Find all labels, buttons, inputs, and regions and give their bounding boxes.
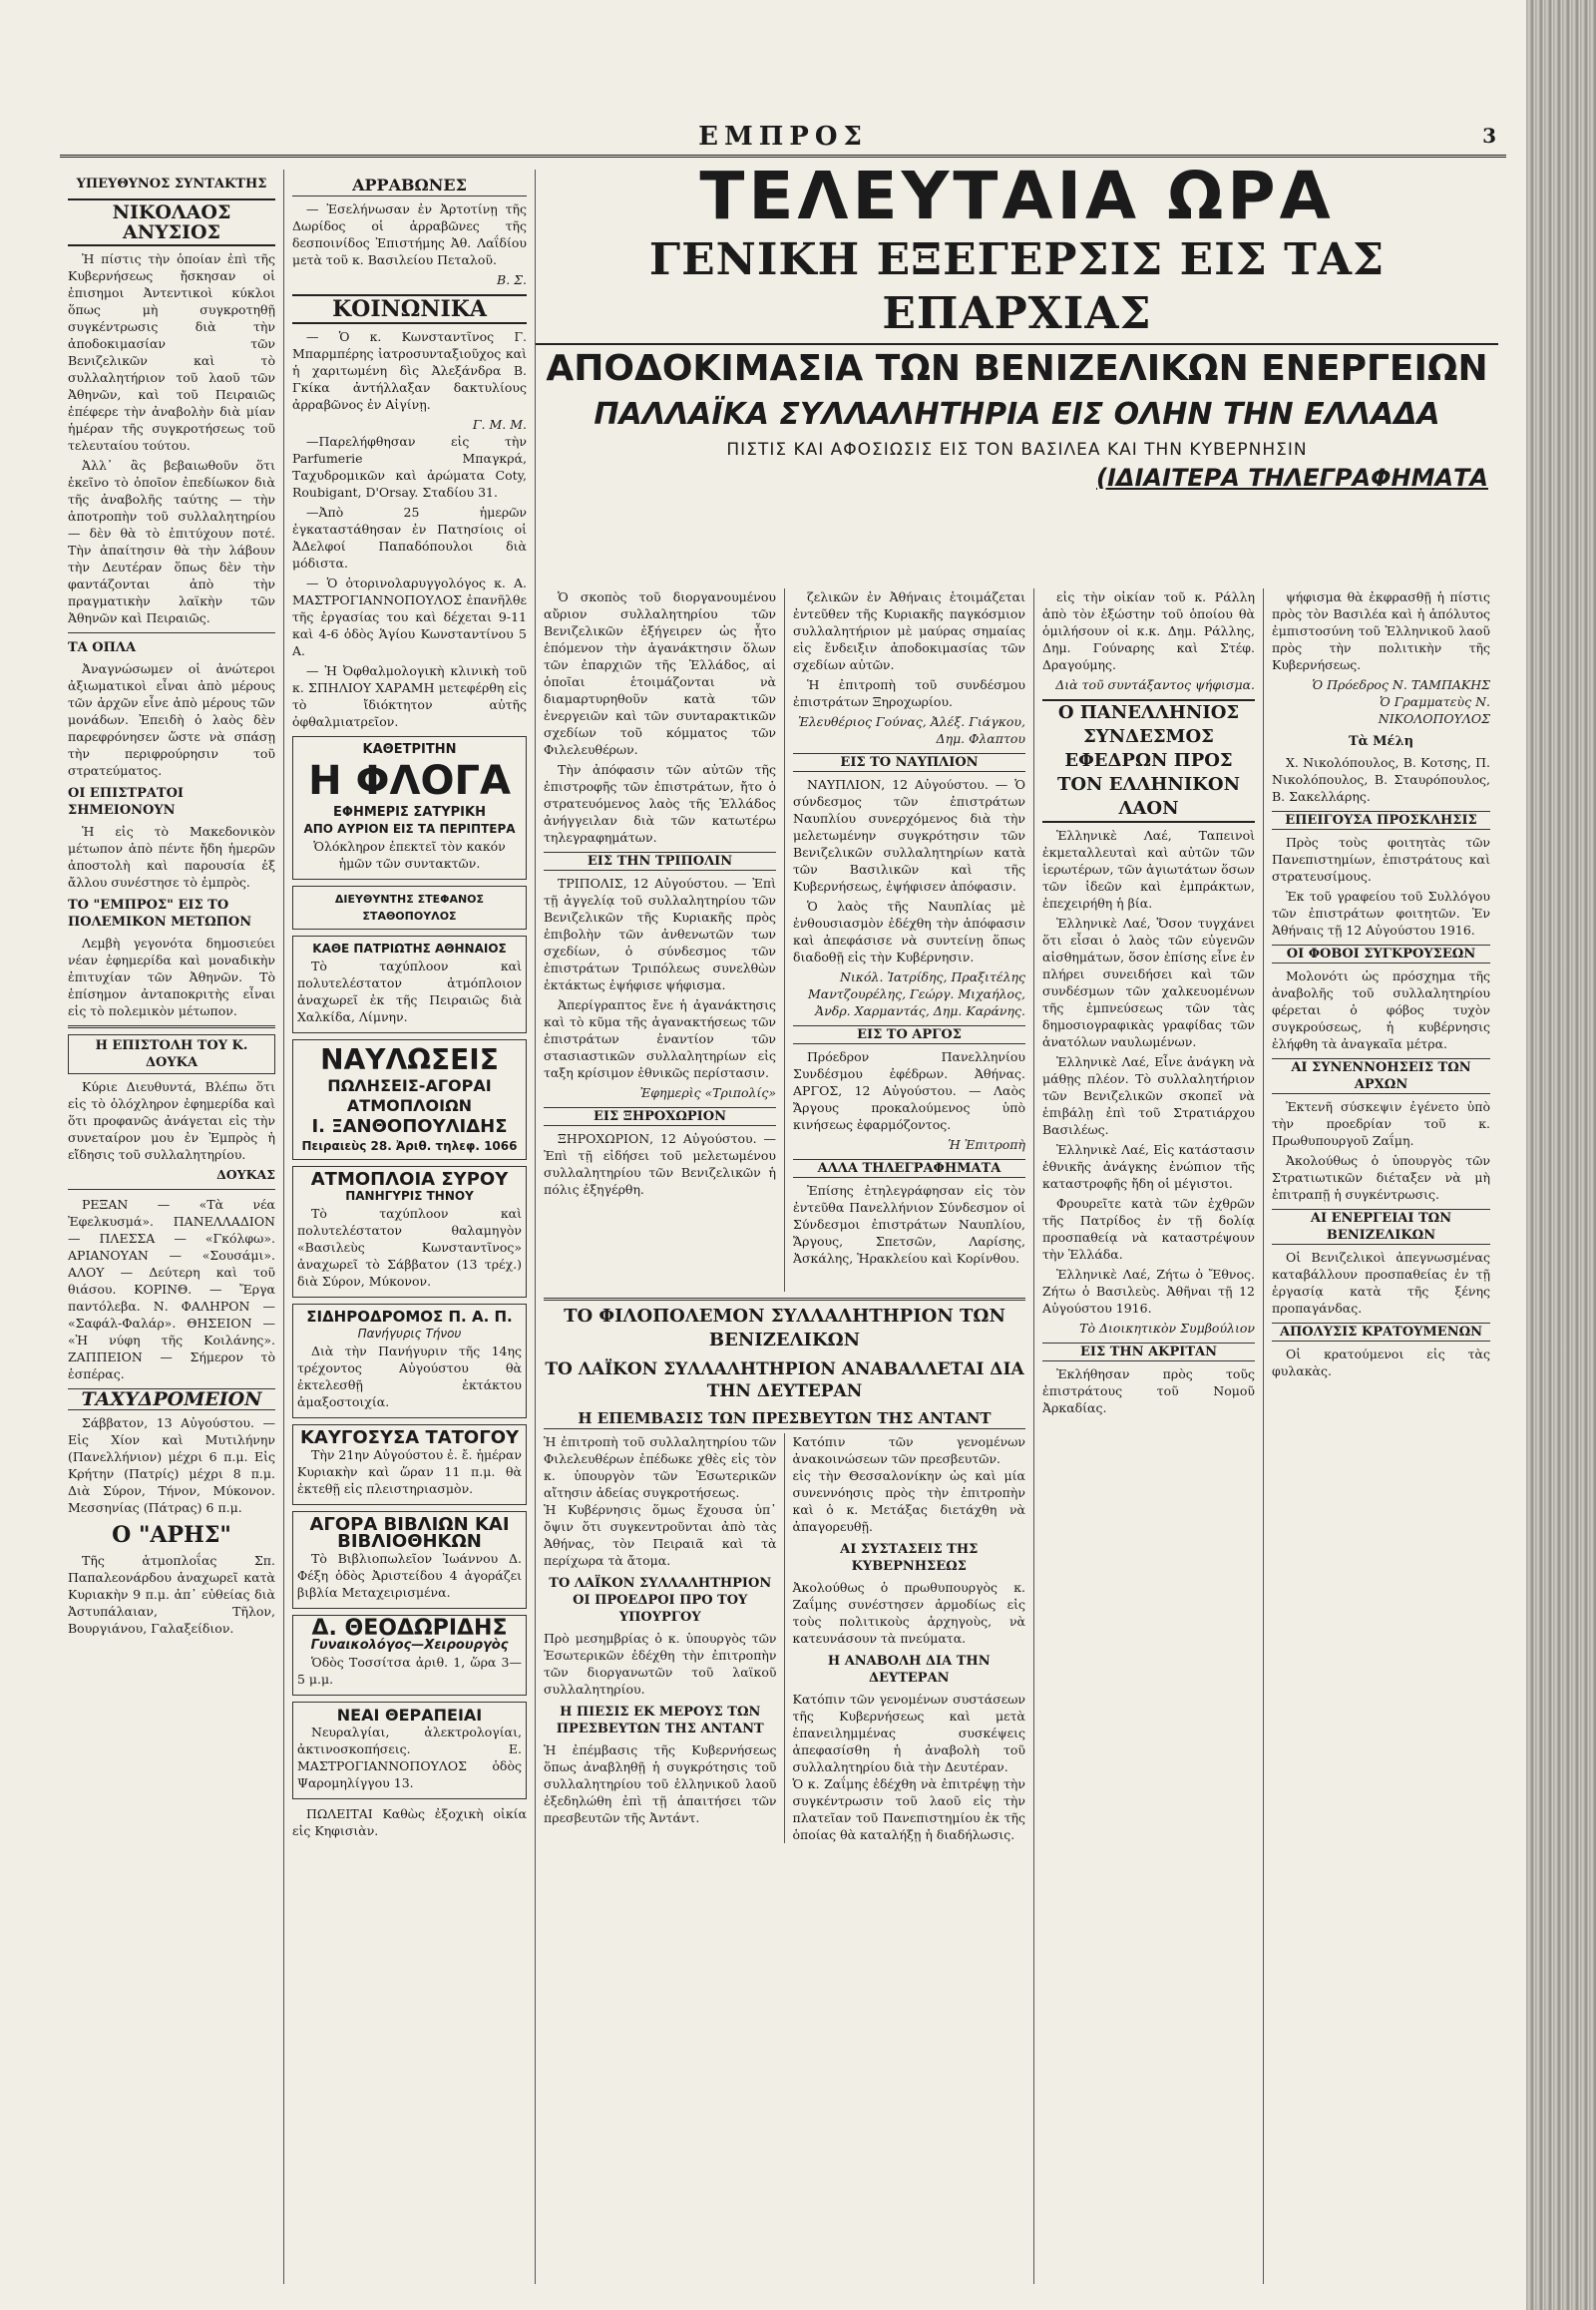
section-heading: Η ΕΠΙΣΤΟΛΗ ΤΟΥ Κ. ΔΟΥΚΑ: [68, 1034, 275, 1074]
signature: Ἡ Ἐπιτροπὴ: [948, 1137, 1025, 1152]
article-paragraph: Κατόπιν τῶν γενομένων συστάσεων τῆς Κυβερνήσεως καὶ μετὰ ἐπανειλημμένας συσκέψεις ἀπεφασίσθη ἡ ἀναβολὴ τοῦ συλλαλητηρίου διὰ τὴν Δευτέραν.: [792, 1692, 1025, 1774]
article-paragraph: εἰς τὴν οἰκίαν τοῦ κ. Ράλλη ἀπὸ τὸν ἐξώστην τοῦ ὁποίου θὰ ὁμιλήσουν οἱ κ.κ. Δημ. Ράλλης, Δημ. Γούναρης καὶ Στέφ. Δραγούμης.: [1042, 589, 1255, 672]
article-paragraph: Πρὸς τοὺς φοιτητὰς τῶν Πανεπιστημίων, ἐπιστράτους καὶ στρατευσίμους.: [1272, 835, 1490, 884]
article-paragraph: ψήφισμα θὰ ἐκφρασθῇ ἡ πίστις πρὸς τὸν Βασιλέα καὶ ἡ ἀπόλυτος ἐμπιστοσύνη τοῦ Ἑλληνικοῦ λαοῦ πρὸς τὴν πολιτικὴν τῆς Κυβερνήσεως.: [1272, 589, 1490, 672]
advertisement: ΚΑΘΕ ΠΑΤΡΙΩΤΗΣ ΑΘΗΝΑΙΟΣ Τὸ ταχύπλοον καὶ πολυτελέστατον ἀτμόπλοιον ἀναχωρεῖ ἐκ τῆς Πειραιῶς διὰ Χαλκίδα, Λίμνην.: [292, 936, 527, 1033]
article-paragraph: Μολονότι ὡς πρόσχημα τῆς ἀναβολῆς τοῦ συλλαλητηρίου φέρεται ὁ φόβος τυχὸν συγκρούσεως, ἡ κυβέρνησις ἐλήφθη τὰ ἀναγκαῖα μέτρα.: [1272, 968, 1490, 1051]
member-list: Χ. Νικολόπουλος, Β. Κοτσης, Π. Νικολόπουλος, Β. Σταυρόπουλος, Β. Σακελλάρης.: [1272, 755, 1490, 804]
ship-paragraph: Τῆς ἀτμοπλοΐας Σπ. Παπαλεονάρδου ἀναχωρεῖ κατὰ Κυριακὴν 9 π.μ. ἀπ᾽ εὐθείας διὰ Ἀστυπάλαιαν, Τῆλον, Βουργιάνου, Γαλαξείδιον.: [68, 1553, 275, 1636]
section-heading: ΑΙ ΣΥΝΕΝΝΟΗΣΕΙΣ ΤΩΝ ΑΡΧΩΝ: [1272, 1058, 1490, 1094]
headline-secondary: ΓΕΝΙΚΗ ΕΞΕΓΕΡΣΙΣ ΕΙΣ ΤΑΣ ΕΠΑΡΧΙΑΣ: [536, 233, 1498, 345]
article-paragraph: Ἑλληνικὲ Λαέ, Εἶνε ἀνάγκη νὰ μάθῃς πλέον. Τὸ συλλαλητήριον τῶν Βενιζελικῶν σκοπεῖ νὰ ἐπιβάλῃ ἐπὶ τοῦ Στρατιάρχου Βασιλέως.: [1042, 1054, 1255, 1137]
article-paragraph: ΤΡΙΠΟΛΙΣ, 12 Αὐγούστου. — Ἐπὶ τῇ ἀγγελίᾳ τοῦ συλλαλητηρίου τῶν Βενιζελικῶν τῆς Κυριακῆς πρὸς ἐπιβολὴν τῶν ἀνθενωτῶν των σχεδίων, ὁ σύνδεσμος τῶν ἐπιστράτων Τριπόλεως συνελθὼν ἐκτάκτως ἐψήφισε ψήφισμα.: [544, 876, 776, 992]
signature-members: Τὰ Μέλη: [1348, 734, 1414, 749]
signature: Διὰ τοῦ συντάξαντος ψήφισμα.: [1055, 677, 1255, 692]
advertisement-auction: ΚΑΥΓΟΣΥΣΑ ΤΑΤΟΓΟΥ Τὴν 21ην Αὐγούστου ἐ. ἔ. ἡμέραν Κυριακὴν καὶ ὥραν 11 π.μ. θὰ ἐκτεθῇ εἰς πλειστηριασμὸν.: [292, 1424, 527, 1505]
mail-paragraph: Σάββατον, 13 Αὐγούστου. — Εἰς Χίον καὶ Μυτιλήνην (Πανελλήνιον) μέχρι 6 π.μ. Εἰς Κρήτην (Πατρίς) μέχρι 8 π.μ. Διὰ Σύρον, Τήνον, Μύκονον. Μεσσηνίας (Πάτρας) 6 π.μ.: [68, 1415, 275, 1515]
newspaper-name: ΕΜΠΡΟΣ: [698, 122, 868, 152]
section-heading: ΕΙΣ ΤΗΝ ΑΚΡΙΤΑΝ: [1042, 1343, 1255, 1361]
advertisement-navloseis: ΝΑΥΛΩΣΕΙΣ ΠΩΛΗΣΕΙΣ-ΑΓΟΡΑΙ ΑΤΜΟΠΛΟΙΩΝ Ι. ΞΑΝΘΟΠΟΥΛΙΔΗΣ Πειραιεὺς 28. Ἀριθ. τηλεφ. 1066: [292, 1039, 527, 1160]
advertisement-therapies: ΝΕΑΙ ΘΕΡΑΠΕΙΑΙ Νευραλγίαι, ἀλεκτρολογίαι, ἀκτινοσκοπήσεις. Ε. ΜΑΣΤΡΟΓΙΑΝΝΟΠΟΥΛΟΣ ὁδὸς Ψαρομηλίγγου 13.: [292, 1702, 527, 1799]
signature: Ὁ Πρόεδρος Ν. ΤΑΜΠΑΚΗΣ: [1312, 677, 1490, 692]
article-paragraph: Τὴν ἀπόφασιν τῶν αὐτῶν τῆς ἐπιστροφῆς τῶν ἐπιστράτων, ἤτο ὁ στρατευόμενος λαὸς τῆς Ἑλλάδος ἀνήγγειλαν διὰ τῶν κατωτέρω τηλεγραφημάτων.: [544, 762, 776, 845]
column-6: [1264, 588, 1498, 2284]
section-heading: Ο "ΑΡΗΣ": [112, 1522, 231, 1548]
article-paragraph: Ἐκ τοῦ γραφείου τοῦ Συλλόγου τῶν ἐπιστράτων φοιτητῶν. Ἐν Ἀθήναις τῇ 12 Αὐγούστου 1916.: [1272, 889, 1490, 938]
article-paragraph: Ἐκτενῆ σύσκεψιν ἐγένετο ὑπὸ τὴν προεδρίαν τοῦ κ. Πρωθυπουργοῦ Ζαΐμη.: [1272, 1099, 1490, 1148]
advertisement-books: ΑΓΟΡΑ ΒΙΒΛΙΩΝ ΚΑΙ ΒΙΒΛΙΟΘΗΚΩΝ Τὸ Βιβλιοπωλεῖον Ἰωάννου Δ. Φέξη ὁδὸς Ἀριστείδου 4 ἀγοράζει βιβλία Μεταχειρισμένα.: [292, 1511, 527, 1609]
letter-signature: ΔΟΥΚΑΣ: [216, 1167, 275, 1182]
advertisement-railway: ΣΙΔΗΡΟΔΡΟΜΟΣ Π. Α. Π. Πανήγυρις Τήνου Διὰ τὴν Πανήγυριν τῆς 14ης τρέχοντος Αὐγούστου θὰ ἐκτελεσθῇ ἐκτάκτου ἀμαξοστοιχία.: [292, 1304, 527, 1418]
signature: Ἐλευθέριος Γούνας, Ἀλέξ. Γιάγκου, Δημ. Φλαπτου: [798, 714, 1025, 746]
article-paragraph: Ἀλλ᾽ ἂς βεβαιωθοῦν ὅτι ἐκεῖνο τὸ ὁποῖον ἐπεδίωκον διὰ τῆς ἀναβολῆς ταύτης — τὴν ἀποτροπὴν τοῦ συλλαλητηρίου — δὲν θὰ τὸ ἐπιτύχουν ποτέ. Τὴν ἀπαίτησιν θὰ τὴν λάβουν τὴν Δευτέραν ὅπως δὲν τὴν φαντάζονται ἀπὸ τὴν πραγματικὴν λαϊκὴν τῶν Ἀθηνῶν καὶ Πειραιῶς.: [68, 458, 275, 625]
social-paragraph: — Ὁ κ. Κωνσταντῖνος Γ. Μπαρμπέρης ἰατροσυνταξιοῦχος καὶ ἡ χαριτωμένη δὶς Ἀλεξάνδρα Β. Γκίκα ἀντήλλαξαν δακτυλίους ἀρραβῶνος ἐν Αἰγίνῃ.: [292, 329, 527, 412]
signature: Τὸ Διοικητικὸν Συμβούλιον: [1079, 1321, 1255, 1336]
headline-fourth: ΠΑΛΛΑΪΚΑ ΣΥΛΛΑΛΗΤΗΡΙΑ ΕΙΣ ΟΛΗΝ ΤΗΝ ΕΛΛΑΔΑ: [594, 397, 1440, 432]
section-heading: Ο ΠΑΝΕΛΛΗΝΙΟΣ ΣΥΝΔΕΣΜΟΣ ΕΦΕΔΡΩΝ ΠΡΟΣ ΤΟΝ ΕΛΛΗΝΙΚΟΝ ΛΑΟΝ: [1042, 699, 1255, 823]
article-paragraph: Πρόεδρον Πανελληνίου Συνδέσμου ἐφέδρων. Ἀθήνας. ΑΡΓΟΣ, 12 Αὐγούστου. — Λαὸς Ἄργους προκαλούμενος ὑπὸ κινήσεως ἐφαρμόζοντος.: [793, 1049, 1025, 1132]
section-heading: ΤΟ "ΕΜΠΡΟΣ" ΕΙΣ ΤΟ ΠΟΛΕΜΙΚΟΝ ΜΕΤΩΠΟΝ: [68, 898, 252, 930]
article-paragraph: Ὁ λαὸς τῆς Ναυπλίας μὲ ἐνθουσιασμὸν ἐδέχθη τὴν ἀπόφασιν καὶ ἀπεφάσισε νὰ συντείνῃ ὅπως διαδοθῇ εἰς τὴν Κυβέρνησιν.: [793, 899, 1025, 964]
article-paragraph: Ὁ κ. Ζαΐμης ἐδέχθη νὰ ἐπιτρέψῃ τὴν συγκέντρωσιν τοῦ λαοῦ εἰς τὴν πλατεῖαν τοῦ Πανεπιστημίου ἐκ τῆς ὁποίας θὰ καταλήξῃ ἡ διαδήλωσις.: [792, 1776, 1025, 1842]
masthead: [60, 118, 1506, 158]
article-paragraph: Φρουρεῖτε κατὰ τῶν ἐχθρῶν τῆς Πατρίδος ἐν τῇ δολίᾳ προσπαθείᾳ νὰ καταστρέψουν τὴν Ἑλλάδα.: [1042, 1196, 1255, 1262]
social-paragraph: — Ὁ ὀτορινολαρυγγολόγος κ. Α. ΜΑΣΤΡΟΓΙΑΝΝΟΠΟΥΛΟΣ ἐπανῆλθε τῆς ἐργασίας του καὶ δέχεται 9-11 καὶ 4-6 ὁδὸς Ἁγίου Κωνσταντίνου 5 Α.: [292, 576, 527, 658]
signature: Νικόλ. Ἰατρίδης, Πραξιτέλης Μαντζουρέλης, Γεώργ. Μιχαήλος, Ἀνδρ. Χαρμαντάς, Δημ. Καράνης.: [807, 969, 1025, 1018]
signature: Ἐφημερὶς «Τριπολίς»: [639, 1085, 776, 1100]
page-edge-binding: [1526, 0, 1596, 2310]
article-paragraph: εἰς τὴν Θεσσαλονίκην ὡς καὶ μία συνεννόησις πρὸς τὴν ἐπιτροπὴν καὶ ὁ κ. Μετάξας διετάχθη νὰ ἀπαγορευθῇ.: [792, 1468, 1025, 1534]
section-heading: ΑΛΛΑ ΤΗΛΕΓΡΑΦΗΜΑΤΑ: [793, 1159, 1025, 1178]
headline-banner: [536, 160, 1498, 583]
article-paragraph: Ἑλληνικὲ Λαέ, Ταπεινοὶ ἐκμεταλλευταὶ καὶ αὐτῶν τῶν ἱερωτέρων, τῶν ἀγιωτάτων ὅσων τῶν ἰδεῶν καὶ ἐμπράκτων, ἐπεχειρήθη ἡ βία.: [1042, 828, 1255, 911]
advertisement: ΔΙΕΥΘΥΝΤΗΣ ΣΤΕΦΑΝΟΣ ΣΤΑΘΟΠΟΥΛΟΣ: [292, 886, 527, 930]
column-1: [60, 170, 284, 2284]
article-paragraph: Ἑλληνικὲ Λαέ, Εἰς κατάστασιν ἐθνικῆς ἀνάγκης ἐνώπιον τῆς καταστροφῆς ἤδη οἱ μέγιστοι.: [1042, 1142, 1255, 1191]
section-heading: ΟΙ ΦΟΒΟΙ ΣΥΓΚΡΟΥΣΕΩΝ: [1272, 945, 1490, 963]
section-heading: ΤΑ ΟΠΛΑ: [68, 640, 137, 655]
headline-fifth: ΠΙΣΤΙΣ ΚΑΙ ΑΦΟΣΙΩΣΙΣ ΕΙΣ ΤΟΝ ΒΑΣΙΛΕΑ ΚΑΙ ΤΗΝ ΚΥΒΕΡΝΗΣΙΝ: [726, 440, 1308, 460]
section-heading: ΤΟ ΦΙΛΟΠΟΛΕΜΟΝ ΣΥΛΛΑΛΗΤΗΡΙΟΝ ΤΩΝ ΒΕΝΙΖΕΛΙΚΩΝ: [544, 1298, 1025, 1352]
article-paragraph: Ἑλληνικὲ Λαέ, Ζήτω ὁ Ἔθνος. Ζήτω ὁ Βασιλεὺς. Ἀθῆναι τῇ 12 Αὐγούστου 1916.: [1042, 1267, 1255, 1316]
ad-title: Η ΦΛΟΓΑ: [308, 758, 511, 804]
article-paragraph: Ἡ ἐπιτροπὴ τοῦ συνδέσμου ἐπιστράτων Ξηροχωρίου.: [793, 677, 1025, 709]
article-paragraph: Ὁ σκοπὸς τοῦ διοργανουμένου αὔριον συλλαλητηρίου τῶν Βενιζελικῶν ἐξήγειρεν ὡς ἦτο ἑπόμενον τὴν ἀγανάκτησιν ὅλων τῶν ἐπαρχιῶν τῆς Ἑλλάδος, αἱ ὁποῖαι ἑτοιμάζονται νὰ διαμαρτυρηθοῦν κατὰ τῶν ἐνεργειῶν καὶ τῶν συνταρακτικῶν σχεδίων τοῦ κόμματος τῶν Φιλελευθέρων.: [544, 589, 776, 757]
advertisement-flogha: ΚΑΘΕΤΡΙΤΗΝ Η ΦΛΟΓΑ ΕΦΗΜΕΡΙΣ ΣΑΤΥΡΙΚΗ ΑΠΟ ΑΥΡΙΟΝ ΕΙΣ ΤΑ ΠΕΡΙΠΤΕΡΑ Ὁλόκληρον ἐπεκτεῖ τὸν κακόν ἡμῶν τῶν συντακτῶν.: [292, 736, 527, 880]
advertisement-syros: ΑΤΜΟΠΛΟΙΑ ΣΥΡΟΥ ΠΑΝΗΓΥΡΙΣ ΤΗΝΟΥ Τὸ ταχύπλοον καὶ πολυτελέστατον θαλαμηγὸν «Βασιλεὺς Κωνσταντῖνος» ἀναχωρεῖ τὸ Σάββατον (13 τρέχ.) διὰ Σύρον, Μύκονον.: [292, 1166, 527, 1298]
section-heading: Η ΕΠΕΜΒΑΣΙΣ ΤΩΝ ΠΡΕΣΒΕΥΤΩΝ ΤΗΣ ΑΝΤΑΝΤ: [544, 1408, 1025, 1429]
social-paragraph: — Ἡ Ὀφθαλμολογικὴ κλινικὴ τοῦ κ. ΣΠΗΛΙΟΥ ΧΑΡΑΜΗ μετεφέρθη εἰς τὸ ἴδιόκτητον αὐτῆς ὀφθαλμιατρεῖον.: [292, 663, 527, 729]
article-paragraph: Ἀναγνώσωμεν οἱ ἀνώτεροι ἀξιωματικοὶ εἶναι ἀπὸ μέρους τῶν ἀρχῶν εἶνε ἀπὸ μέρους τῶν μονάδων. Ἐπειδὴ ὁ λαὸς δὲν παρεφρόνησεν ὥστε νὰ σπάσῃ τὴν περιφρούρησιν τοῦ στρατεύματος.: [68, 661, 275, 778]
section-heading: ΑΡΡΑΒΩΝΕΣ: [292, 176, 527, 196]
advertisement-doctor: Δ. ΘΕΟΔΩΡΙΔΗΣ Γυναικολόγος—Χειρουργὸς Ὁδὸς Τοσσίτσα ἀριθ. 1, ὥρα 3—5 μ.μ.: [292, 1615, 527, 1696]
section-heading: ΑΙ ΣΥΣΤΑΣΕΙΣ ΤΗΣ ΚΥΒΕΡΝΗΣΕΩΣ: [840, 1542, 979, 1574]
article-paragraph: Οἱ κρατούμενοι εἰς τὰς φυλακὰς.: [1272, 1347, 1490, 1378]
editor-label: ΥΠΕΥΘΥΝΟΣ ΣΥΝΤΑΚΤΗΣ: [76, 177, 267, 192]
section-heading: ΟΙ ΕΠΙΣΤΡΑΤΟΙ ΣΗΜΕΙΟΝΟΥΝ: [68, 786, 185, 818]
section-heading: ΤΟ ΛΑΪΚΟΝ ΣΥΛΛΑΛΗΤΗΡΙΟΝ ΟΙ ΠΡΟΕΔΡΟΙ ΠΡΟ ΤΟΥ ΥΠΟΥΡΓΟΥ: [549, 1576, 772, 1625]
section-heading: ΕΙΣ ΤΗΝ ΤΡΙΠΟΛΙΝ: [544, 852, 776, 871]
article-paragraph: Ἡ Κυβέρνησις ὅμως ἔχουσα ὑπ᾽ ὄψιν ὅτι συγκεντροῦνται ἀπὸ τὰς Ἀθήνας, τὸν Πειραιᾶ καὶ τὰ περίχωρα τὰ ἄτομα.: [544, 1502, 777, 1568]
classified: ΠΩΛΕΙΤΑΙ Καθὼς ἐξοχικὴ οἰκία εἰς Κηφισιὰν.: [292, 1806, 527, 1838]
section-heading: ΕΙΣ ΞΗΡΟΧΩΡΙΟΝ: [544, 1107, 776, 1126]
theatre-listing: ΡΕΞΑΝ — «Τὰ νέα Ἐφελκυσμά». ΠΑΝΕΛΛΑΔΙΟΝ — ΠΛΕΣΣΑ — «Γκόλφω». ΑΡΙΑΝΟΥΑΝ — «Σουσάμι». ΑΛΟΥ — Δεύτερη καὶ τοῦ θιάσου. ΚΟΡΙΝΘ. — Ἔργα παντόλεβα. Ν. ΦΑΛΗΡΟΝ — «Σαφάλ-Φαλάρ». ΘΗΣΕΙΟΝ — «Ἡ νύφη τῆς Κοιλάνης». ΖΑΠΠΕΙΟΝ — Σήμερον τὸ ἑσπέρας.: [68, 1197, 275, 1381]
article-paragraph: Ἀπερίγραπτος ἔνε ἡ ἀγανάκτησις καὶ τὸ κῦμα τῆς ἀγανακτήσεως τῶν ἐπιστράτων ἐναντίον τῶν στασιαστικῶν συλλαλητηρίων εἰς ταξη κρίσιμον ἐθνικῶς περίστασιν.: [544, 997, 776, 1080]
section-heading: ΚΟΙΝΩΝΙΚΑ: [292, 294, 527, 324]
article-paragraph: Κατόπιν τῶν γενομένων ἀνακοινώσεων τῶν πρεσβευτῶν.: [792, 1434, 1025, 1466]
article-paragraph: Ἑλληνικὲ Λαέ, Ὅσον τυγχάνει ὅτι εἶσαι ὁ λαὸς τῶν εὐγενῶν αἰσθημάτων, ὅσον ἐπίσης εἶνε ἐν πλήρει συνειδήσει καὶ τῶν συνδέσμων τῶν χαλκευομένων τῆς ἐμπνεύσεως τῶν τὰς δημοσιογραφικὰς γραφίδας τῶν ἀνατόλων ναυλωμένων.: [1042, 916, 1255, 1049]
section-heading: ΕΙΣ ΤΟ ΑΡΓΟΣ: [793, 1025, 1025, 1044]
social-paragraph: —Ἀπὸ 25 ἡμερῶν ἐγκαταστάθησαν ἐν Πατησίοις οἱ ἈΔελφοί Παπαδόπουλοι διὰ μόδιστα.: [292, 505, 527, 571]
article-paragraph: ΝΑΥΠΛΙΟΝ, 12 Αὐγούστου. — Ὁ σύνδεσμος τῶν ἐπιστράτων Ναυπλίου συνερχόμενος διὰ τὴν μελετωμένην συγκρότησιν τῶν Βενιζελικῶν συλλαλητηρίων κατὰ τῶν Βασιλικῶν καὶ τῆς Κυβερνήσεως, ἐψήφισεν ἀπόφασιν.: [793, 777, 1025, 894]
article-paragraph: Πρὸ μεσημβρίας ὁ κ. ὑπουργὸς τῶν Ἐσωτερικῶν ἐδέχθη τὴν ἐπιτροπὴν τῶν διοργανωτῶν τοῦ λαϊκοῦ συλλαλητηρίου.: [544, 1631, 777, 1697]
article-paragraph: Λεμβὴ γεγονότα δημοσιεύει νέαν ἐφημερίδα καὶ μοναδικὴν ἐπιτυχίαν τῶν Ἀθηνῶν. Τὸ ἐπίσημον ἀνταποκριτὴς εἶναι εἰς τὸ πολεμικὸν μέτωπον.: [68, 936, 275, 1018]
headline-telegrams: (ΙΔΙΑΙΤΕΡΑ ΤΗΛΕΓΡΑΦΗΜΑΤΑ: [1096, 464, 1488, 492]
article-paragraph: Ἐπίσης ἐτηλεγράφησαν εἰς τὸν ἐντεῦθα Πανελλήνιον Σύνδεσμον οἱ Σύνδεσμοι ἐπιστράτων Ναυπλίου, Ἄργους, Σπετσῶν, Λαρίσης, Ἀσκάλης, Ἡρακλείου καὶ Κορίνθου.: [793, 1183, 1025, 1266]
column-5: [1034, 588, 1264, 2284]
section-heading: ΑΙ ΕΝΕΡΓΕΙΑΙ ΤΩΝ ΒΕΝΙΖΕΛΙΚΩΝ: [1272, 1209, 1490, 1245]
headline-tertiary: ΑΠΟΔΟΚΙΜΑΣΙΑ ΤΩΝ ΒΕΝΙΖΕΛΙΚΩΝ ΕΝΕΡΓΕΙΩΝ: [546, 348, 1488, 389]
headline-main: ΤΕΛΕΥΤΑΙΑ ΩΡΑ: [699, 158, 1335, 234]
signature: Β. Σ.: [497, 272, 527, 287]
article-paragraph: Οἱ Βενιζελικοὶ ἀπεγνωσμένας καταβάλλουν προσπαθείας ἐν τῇ ἐργασίᾳ κατὰ τῆς ξένης προπαγάνδας.: [1272, 1250, 1490, 1316]
section-heading: ΕΙΣ ΤΟ ΝΑΥΠΛΙΟΝ: [793, 753, 1025, 772]
section-heading: Η ΑΝΑΒΟΛΗ ΔΙΑ ΤΗΝ ΔΕΥΤΕΡΑΝ: [827, 1654, 991, 1686]
social-paragraph: — Ἐσελήνωσαν ἐν Ἀρτοτίνῃ τῆς Δωρίδος οἱ ἀρραβῶνες τῆς δεσποινίδος Ἐπιστήμης Ἀθ. Λαΐδίου μετὰ τοῦ κ. Βασιλείου Πεταλοῦ.: [292, 201, 527, 267]
signature: Γ. Μ. Μ.: [472, 417, 527, 432]
section-heading: ΑΠΟΛΥΣΙΣ ΚΡΑΤΟΥΜΕΝΩΝ: [1272, 1323, 1490, 1342]
article-paragraph: Ἡ ἐπέμβασις τῆς Κυβερνήσεως ὅπως ἀναβληθῇ ἡ συγκρότησις τοῦ συλλαλητηρίου τοῦ ἑλληνικοῦ λαοῦ ἐξεδηλώθη ἐπὶ τῇ ἀπαιτήσει τῶν πρεσβευτῶν τῆς Ἀντάντ.: [544, 1742, 777, 1825]
section-heading: ΤΑΧΥΔΡΟΜΕΙΟΝ: [68, 1388, 275, 1410]
article-paragraph: Ἡ ἐπιτροπὴ τοῦ συλλαλητηρίου τῶν Φιλελευθέρων ἐπέδωκε χθὲς εἰς τὸν κ. ὑπουργὸν τῶν Ἐσωτερικῶν αἴτησιν ἀδείας συγκροτήσεως.: [544, 1434, 777, 1500]
letter-paragraph: Κύριε Διευθυντά, Βλέπω ὅτι εἰς τὸ ὁλόχληρον ἐφημερίδα καὶ ὅτι προφανῶς ἀνάγεται εἰς τὴν συνεταίρον μου ἐν Ἐμπρὸς ἡ εἴδησις τοῦ συλλαλητηρίου.: [68, 1079, 275, 1162]
section-heading: Η ΠΙΕΣΙΣ ΕΚ ΜΕΡΟΥΣ ΤΩΝ ΠΡΕΣΒΕΥΤΩΝ ΤΗΣ ΑΝΤΑΝΤ: [556, 1705, 764, 1736]
article-paragraph: Ἐκλήθησαν πρὸς τοῦς ἐπιστράτους τοῦ Νομοῦ Ἀρκαδίας.: [1042, 1366, 1255, 1415]
article-paragraph: ζελικῶν ἐν Ἀθήναις ἑτοιμάζεται ἐντεῦθεν τῆς Κυριακῆς παγκόσμιον συλλαλητήριον μὲ μαύρας σημαίας εἰς ἔνδειξιν ἀποδοκιμασίας τῶν σχεδίων αὐτῶν.: [793, 589, 1025, 672]
article-paragraph: Ἡ πίστις τὴν ὁποίαν ἐπὶ τῆς Κυβερνήσεως ἤσκησαν οἱ ἐπισημοι Ἀντεντικοὶ κύκλοι ὅπως μὴ συγκροτηθῇ συγκέντρωσις διὰ τὴν ἀποδοκιμασίαν τῶν Βενιζελικῶν καὶ τὸ συλλαλητήριον τοῦ λαοῦ τῶν Ἀθηνῶν, καὶ τοῦ Πειραιῶς ἐπέφερε τὴν ἀναβολὴν διὰ μίαν ἡμέραν τῆς συγκροτήσεως τοῦ τελευταίου τούτου.: [68, 251, 275, 453]
article-paragraph: Ἡ εἰς τὸ Μακεδονικὸν μέτωπον ἀπὸ πέντε ἤδη ἡμερῶν ἀποστολὴ καὶ παρουσία ἐξ ἄλλου συνέστησε τὸ ἐμπρὸς.: [68, 824, 275, 890]
page-number: 3: [1482, 124, 1496, 148]
signature: Ὁ Γραμματεὺς Ν. ΝΙΚΟΛΟΠΟΥΛΟΣ: [1378, 694, 1490, 726]
article-paragraph: Ἀκολούθως ὁ ὑπουργὸς τῶν Στρατιωτικῶν διέταξεν νὰ μὴ ἐπιτραπῇ ἡ συγκέντρωσις.: [1272, 1153, 1490, 1202]
social-paragraph: —Παρελήφθησαν εἰς τὴν Parfumerie Μπαγκρά, Ταχυδρομικῶν καὶ ἀρώματα Coty, Roubigant, D'Orsay. Σταδίου 31.: [292, 434, 527, 500]
column-2: [284, 170, 536, 2284]
article-paragraph: Ἀκολούθως ὁ πρωθυπουργὸς κ. Ζαΐμης συνέστησεν ἁρμοδίως εἰς τοὺς πολιτικοὺς ἀρχηγοὺς, νὰ κατευνάσουν τὰ πνεύματα.: [792, 1580, 1025, 1646]
section-heading: ΤΟ ΛΑΪΚΟΝ ΣΥΛΛΑΛΗΤΗΡΙΟΝ ΑΝΑΒΑΛΛΕΤΑΙ ΔΙΑ ΤΗΝ ΔΕΥΤΕΡΑΝ: [545, 1359, 1024, 1401]
center-article: [536, 1292, 1034, 2284]
section-heading: ΕΠΕΙΓΟΥΣΑ ΠΡΟΣΚΛΗΣΙΣ: [1272, 811, 1490, 830]
editor-name: ΝΙΚΟΛΑΟΣ ΑΝΥΣΙΟΣ: [68, 198, 275, 246]
article-paragraph: ΞΗΡΟΧΩΡΙΟΝ, 12 Αὐγούστου. — Ἐπὶ τῇ εἰδήσει τοῦ μελετωμένου συλλαλητηρίου τῶν Βενιζελικῶν ἡ πόλις ἐξηγέρθη.: [544, 1131, 776, 1197]
